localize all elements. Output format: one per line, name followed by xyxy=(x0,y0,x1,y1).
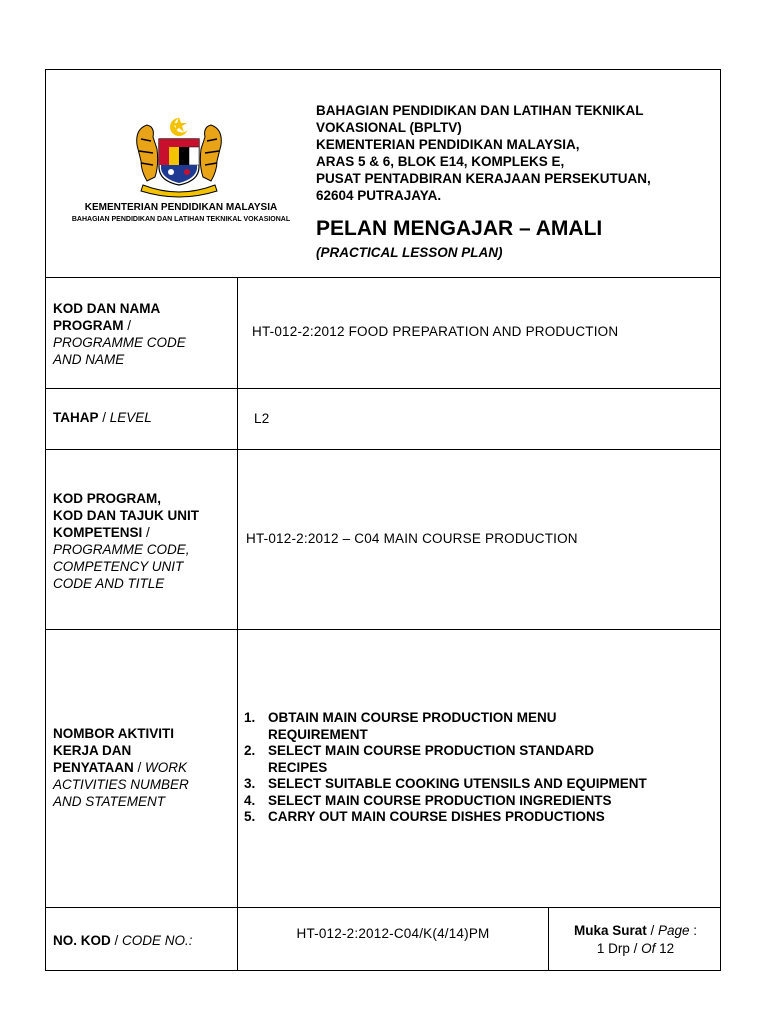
item-text: CARRY OUT MAIN COURSE DISHES PRODUCTIONS xyxy=(268,809,605,824)
activities-label-italic: AND STATEMENT xyxy=(53,794,166,809)
activities-label-bold: PENYATAAN xyxy=(53,760,134,775)
unit-label-bold: KOD DAN TAJUK UNIT xyxy=(53,508,199,523)
agency-line: VOKASIONAL (BPLTV) xyxy=(316,120,462,135)
agency-line: BAHAGIAN PENDIDIKAN DAN LATIHAN TEKNIKAL xyxy=(316,103,644,118)
level-label-bold: TAHAP xyxy=(53,410,99,425)
program-label-italic: AND NAME xyxy=(53,352,125,367)
page-info xyxy=(549,922,722,958)
unit-label-bold: KOD PROGRAM, xyxy=(53,491,161,506)
activities-label xyxy=(53,725,189,810)
level-label-italic: LEVEL xyxy=(109,410,152,425)
item-number: 4. xyxy=(244,792,256,808)
item-number: 2. xyxy=(244,743,256,758)
page-label-italic: Page xyxy=(658,923,690,938)
list-item xyxy=(244,776,647,793)
agency-line: 62604 PUTRAJAYA. xyxy=(316,188,442,203)
logo-name: KEMENTERIAN PENDIDIKAN MALAYSIA xyxy=(84,202,278,213)
item-text: SELECT MAIN COURSE PRODUCTION INGREDIENTS xyxy=(268,792,612,808)
agency-line: PUSAT PENTADBIRAN KERAJAAN PERSEKUTUAN, xyxy=(316,171,651,186)
item-number: 1. xyxy=(244,710,256,725)
logo-subtitle: BAHAGIAN PENDIDIKAN DAN LATIHAN TEKNIKAL VOKASIONAL xyxy=(71,216,291,223)
unit-value: HT-012-2:2012 – C04 MAIN COURSE PRODUCTION xyxy=(246,531,578,546)
list-item xyxy=(244,793,647,810)
item-text: OBTAIN MAIN COURSE PRODUCTION MENU xyxy=(268,710,557,725)
level-row xyxy=(46,389,720,450)
lesson-plan-form xyxy=(45,69,721,971)
code-value: HT-012-2:2012-C04/K(4/14)PM xyxy=(296,926,490,941)
label-colon: : xyxy=(689,923,698,938)
list-item xyxy=(244,710,647,743)
item-text: REQUIREMENT xyxy=(268,726,368,742)
page-title: PELAN MENGAJAR – AMALI xyxy=(316,217,603,240)
program-label-italic: PROGRAMME CODE xyxy=(53,335,186,350)
label-separator: / xyxy=(98,410,110,425)
list-item xyxy=(244,743,647,776)
label-separator: / xyxy=(133,760,146,775)
activities-label-italic: WORK xyxy=(145,760,188,775)
code-label-bold: NO. KOD xyxy=(53,933,111,948)
unit-label xyxy=(53,490,199,592)
page-subtitle: (PRACTICAL LESSON PLAN) xyxy=(316,245,503,260)
unit-label-italic: COMPETENCY UNIT xyxy=(53,559,184,574)
agency-address xyxy=(316,102,651,204)
unit-row xyxy=(46,450,720,630)
unit-label-italic: CODE AND TITLE xyxy=(53,576,165,591)
page-of: Of xyxy=(641,941,656,956)
item-number: 5. xyxy=(244,809,256,824)
activities-list xyxy=(244,710,647,826)
label-separator: / xyxy=(646,923,658,938)
page-number: 1 Drp / xyxy=(596,941,642,956)
program-label-bold: KOD DAN NAMA xyxy=(53,301,161,316)
activities-label-bold: KERJA DAN xyxy=(53,743,132,758)
program-label xyxy=(53,300,186,368)
level-value: L2 xyxy=(254,411,270,426)
program-row xyxy=(46,278,720,389)
agency-line: KEMENTERIAN PENDIDIKAN MALAYSIA, xyxy=(316,137,580,152)
item-text: SELECT MAIN COURSE PRODUCTION STANDARD xyxy=(268,743,595,758)
label-separator: / xyxy=(123,318,132,333)
malaysia-coat-of-arms-icon xyxy=(131,115,227,199)
item-number: 3. xyxy=(244,776,256,791)
header-row xyxy=(46,70,720,278)
label-separator: / xyxy=(110,933,123,948)
label-separator: / xyxy=(142,525,150,540)
code-label-italic: CODE NO.: xyxy=(122,933,193,948)
activities-label-bold: NOMBOR AKTIVITI xyxy=(53,726,174,741)
footer-row xyxy=(46,908,720,970)
code-label xyxy=(53,932,193,949)
item-text: SELECT SUITABLE COOKING UTENSILS AND EQUIPMENT xyxy=(268,776,647,791)
activities-label-italic: ACTIVITIES NUMBER xyxy=(53,777,189,792)
page-total: 12 xyxy=(655,941,675,956)
list-item xyxy=(244,809,647,826)
agency-line: ARAS 5 & 6, BLOK E14, KOMPLEKS E, xyxy=(316,154,565,169)
activities-row xyxy=(46,630,720,908)
program-label-bold2: PROGRAM xyxy=(53,318,124,333)
unit-label-bold: KOMPETENSI xyxy=(53,525,143,540)
item-text: RECIPES xyxy=(268,759,328,775)
page-label-bold: Muka Surat xyxy=(573,923,647,938)
unit-label-italic: PROGRAMME CODE, xyxy=(53,542,190,557)
program-value: HT-012-2:2012 FOOD PREPARATION AND PRODUCTION xyxy=(252,324,619,339)
level-label xyxy=(53,409,152,426)
